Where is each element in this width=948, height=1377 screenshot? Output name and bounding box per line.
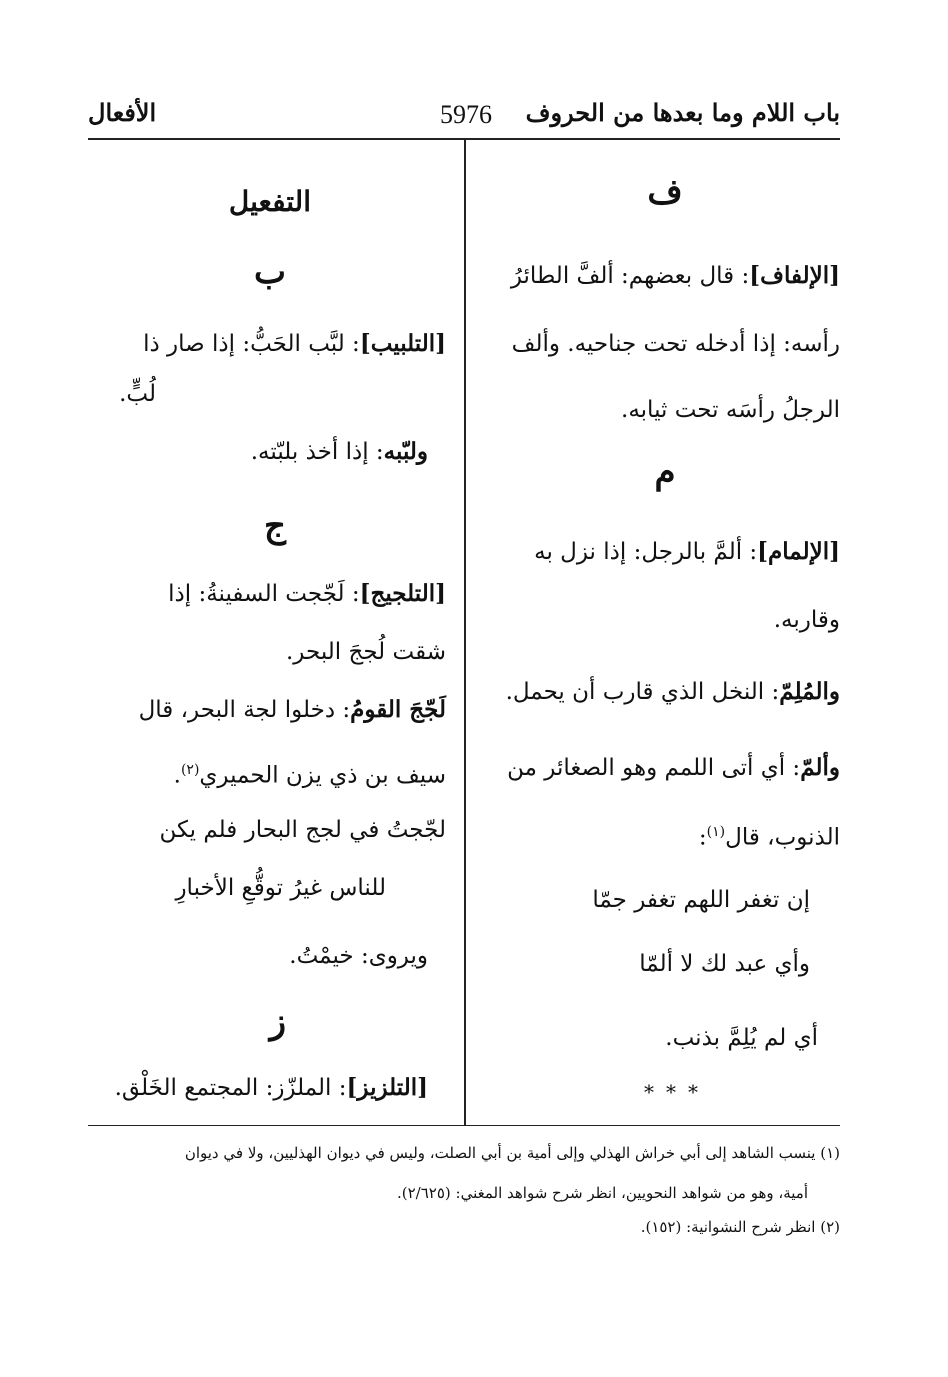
page-number: 5976 (440, 100, 492, 129)
letter-heading-mim: م (654, 452, 676, 492)
entry-term: [التلجيج] (359, 580, 446, 607)
entry-text: : لَجّجت السفينةُ: إذا (168, 581, 360, 607)
entry-text: سيف بن ذي يزن الحميري (199, 762, 446, 789)
entry-term: وألمّ (800, 754, 840, 781)
entry-term: [التلبيب] (359, 330, 446, 357)
entry-text: . (173, 762, 181, 789)
entry-text: : دخلوا لجة البحر، قال (138, 697, 351, 723)
chapter-title: باب اللام وما بعدها من الحروف (525, 98, 840, 127)
entry-term: لَجّجَ القومُ (350, 696, 446, 723)
verse-line-1: إن تغفر اللهم تغفر جمّا (592, 887, 810, 913)
entry-text: : أي أتى اللمم وهو الصغائر من (507, 755, 801, 781)
letter-heading-zay: ز (269, 1002, 286, 1042)
entry-term: ولبّبه (383, 438, 428, 465)
entry-text: الذنوب، قال (725, 824, 840, 851)
footnote-ref: (١) (706, 824, 726, 840)
verse-line-2: للناس غيرُ توقُّعِ الأخبارِ (175, 875, 386, 901)
footnote-2: (٢) انظر شرح النشوانية: (١٥٢). (640, 1218, 840, 1236)
entry-text: : (698, 824, 707, 851)
entry-term: [الإلفاف] (749, 262, 840, 289)
verse-line-2: وأي عبد لك لا ألمّا (639, 951, 810, 977)
entry-ilmam-line1 (534, 537, 840, 567)
entry-talbib-line1 (143, 329, 446, 359)
entry-talbib-line2: لُبٍّ. (119, 381, 156, 407)
entry-text: : ألمَّ بالرجل: إذا نزل به (534, 539, 758, 565)
entry-yurwa: ويروى: خيمْتُ. (289, 943, 428, 969)
entry-lajjaja-line2 (174, 755, 446, 791)
entry-labbabahu (251, 437, 428, 467)
entry-text: : لبَّب الحَبُّ: إذا صار ذا (143, 331, 360, 357)
column-title: التفعيل (228, 185, 311, 218)
entry-mulim (506, 677, 840, 707)
column-divider (464, 140, 466, 1125)
letter-heading-ba: ب (253, 252, 286, 292)
entry-alamma-line2 (699, 817, 840, 853)
entry-text: : قال بعضهم: ألفَّ الطائرُ (510, 263, 750, 289)
entry-talziz (115, 1073, 428, 1103)
entry-lajjaja-line1 (139, 695, 446, 725)
entry-taljij-line1 (168, 579, 446, 609)
verse-line-1: لجّجتُ في لجج البحار فلم يكن (159, 817, 446, 843)
section-end-stars: *** (644, 1080, 710, 1104)
footnote-ref: (٢) (180, 762, 200, 778)
entry-ilmam-line2: وقاربه. (773, 607, 840, 633)
entry-ilfaf-line1 (511, 261, 840, 291)
entry-taljij-line2: شقت لُججَ البحر. (285, 639, 446, 665)
entry-text: : النخل الذي قارب أن يحمل. (505, 679, 780, 705)
letter-heading-jim: ج (264, 506, 286, 546)
letter-heading-fa: ف (647, 172, 683, 212)
entry-term: والمُلِمّ (779, 678, 840, 705)
footnote-1-line1: (١) ينسب الشاهد إلى أبي خراش الهذلي وإلى أمية بن أبي الصلت، وليس في ديوان الهذليين، ولا في ديوان (184, 1144, 840, 1162)
entry-alamma-line1 (507, 753, 840, 783)
entry-ilfaf-line3: الرجلُ رأسَه تحت ثيابه. (621, 397, 840, 423)
entry-text: : إذا أخذ بلبّته. (250, 439, 384, 465)
entry-term: [التلزيز] (346, 1074, 428, 1101)
footnote-rule (88, 1125, 840, 1126)
footnote-1-line2: أمية، وهو من شواهد النحويين، انظر شرح شواهد المغني: (٢/٦٢٥). (396, 1184, 808, 1202)
entry-text: : الملزّز: المجتمع الخَلْق. (114, 1075, 347, 1101)
entry-ilfaf-line2: رأسه: إذا أدخله تحت جناحيه. وألف (511, 331, 840, 357)
section-title: الأفعال (88, 98, 157, 127)
entry-term: [الإلمام] (757, 538, 840, 565)
entry-explain: أي لم يُلِمَّ بذنب. (665, 1025, 818, 1051)
